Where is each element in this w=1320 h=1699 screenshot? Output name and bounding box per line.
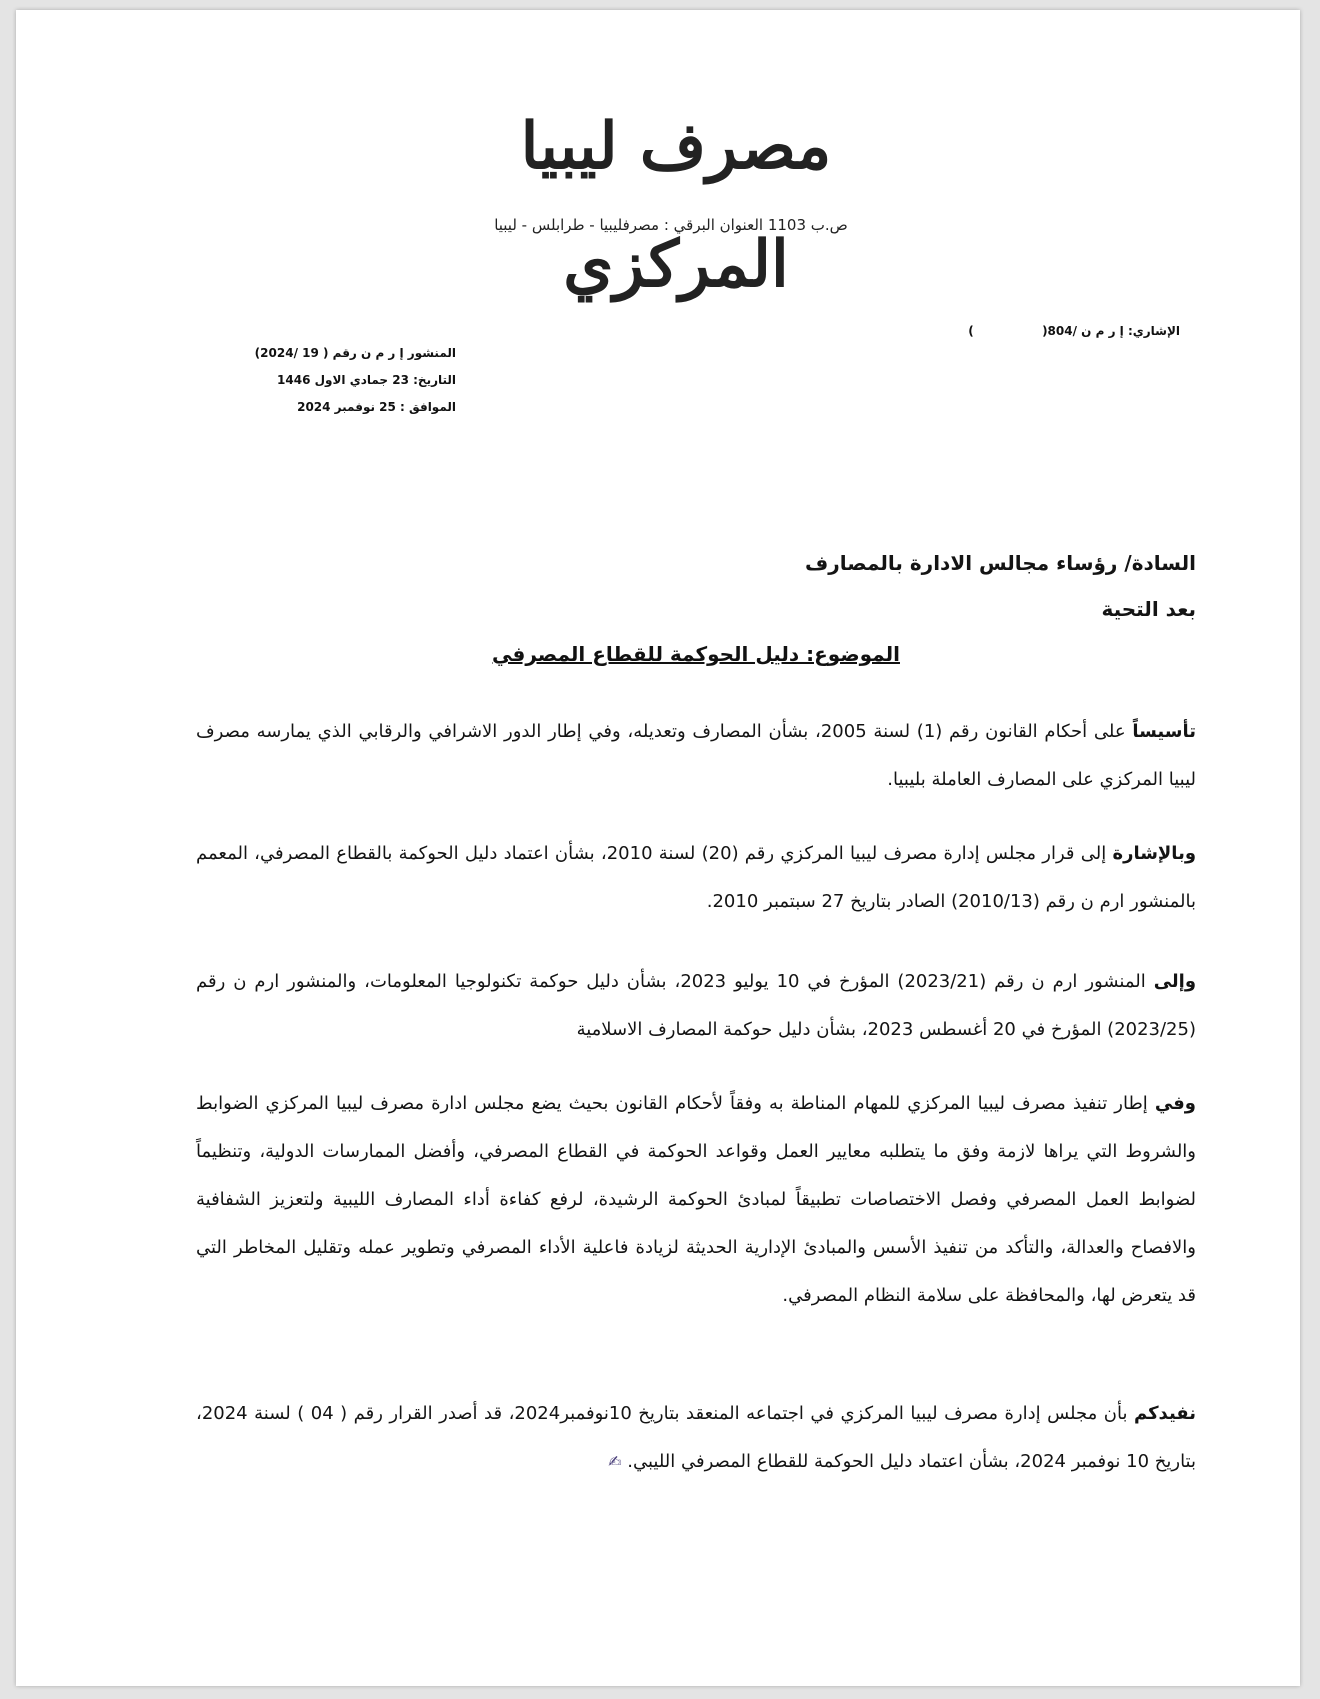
paragraph: [196, 958, 1196, 1054]
addressee-block: [196, 540, 1196, 632]
paragraph-text: بأن مجلس إدارة مصرف ليبيا المركزي في اجتماعه المنعقد بتاريخ 10نوفمبر2024، قد أصدر القرار رقم ( 04 ) لسنة 2024، بتاريخ 10 نوفمبر 2024، بشأن اعتماد دليل الحوكمة للقطاع المصرفي الليبي.: [196, 1403, 1196, 1472]
paragraph: [196, 708, 1196, 804]
paragraph: [196, 830, 1196, 926]
paragraph-lead: وبالإشارة: [1112, 843, 1197, 864]
greeting: بعد التحية: [1101, 597, 1196, 621]
date-hijri: التاريخ: 23 جمادي الاول 1446: [277, 373, 456, 387]
bank-logo: مصرف ليبيا المركزي: [520, 109, 832, 302]
date-gregorian: الموافق : 25 نوفمبر 2024: [297, 400, 456, 414]
paragraph-lead: نفيدكم: [1133, 1403, 1197, 1424]
paragraph-lead: وفي: [1154, 1093, 1196, 1114]
paragraph-lead: تأسيساً: [1132, 721, 1196, 742]
circular-meta: [186, 340, 456, 421]
reference-close: ): [968, 324, 974, 338]
paragraph-text: إلى قرار مجلس إدارة مصرف ليبيا المركزي رقم (20) لسنة 2010، بشأن اعتماد دليل الحوكمة بالقطاع المصرفي، المعمم بالمنشور ارم ن رقم (2010/13) الصادر بتاريخ 27 سبتمبر 2010.: [196, 843, 1196, 912]
letter-page: [16, 10, 1300, 1686]
paragraph: [196, 1080, 1196, 1320]
paragraph-text: المنشور ارم ن رقم (2023/21) المؤرخ في 10 يوليو 2023، بشأن دليل حوكمة تكنولوجيا المعلومات، والمنشور ارم ن رقم (2023/25) المؤرخ في 20 أغسطس 2023، بشأن دليل حوكمة المصارف الاسلامية: [196, 971, 1196, 1040]
paragraph-text: إطار تنفيذ مصرف ليبيا المركزي للمهام المناطة به وفقاً لأحكام القانون بحيث يضع مجلس ادارة مصرف ليبيا المركزي الضوابط والشروط التي يراها لازمة وفق ما يتطلبه معايير العمل وقواعد الحوكمة في القطاع المصرفي، وأفضل الممارسات الدولية، وتنظيماً لضوابط العمل المصرفي وفصل الاختصاصات تطبيقاً لمبادئ الحوكمة الرشيدة، لرفع كفاءة أداء المصارف الليبية ولتعزيز الشفافية والافصاح والعدالة، والتأكد من تنفيذ الأسس والمبادئ الإدارية الحديثة لزيادة فاعلية الأداء المصرفي وتطوير عمله وتقليل المخاطر التي قد يتعرض لها، والمحافظة على سلامة النظام المصرفي.: [196, 1093, 1196, 1306]
circular-number: المنشور إ ر م ن رقم ( 19 /2024): [254, 346, 456, 360]
subject-line: الموضوع: دليل الحوكمة للقطاع المصرفي: [492, 642, 900, 666]
addressee: السادة/ رؤساء مجالس الادارة بالمصارف: [805, 551, 1196, 575]
handwritten-mark-icon: ✍: [608, 1452, 622, 1471]
reference-label: الإشاري: إ ر م ن /804(: [1042, 324, 1180, 338]
paragraph-text: على أحكام القانون رقم (1) لسنة 2005، بشأن المصارف وتعديله، وفي إطار الدور الاشرافي والرقابي الذي يمارسه مصرف ليبيا المركزي على المصارف العاملة بليبيا.: [196, 721, 1196, 790]
paragraph-lead: وإلى: [1153, 971, 1197, 992]
letterhead-address: ص.ب 1103 العنوان البرقي : مصرفليبيا - طرابلس - ليبيا: [494, 216, 848, 234]
reference-number: [968, 324, 1180, 338]
paragraph: [196, 1390, 1196, 1486]
